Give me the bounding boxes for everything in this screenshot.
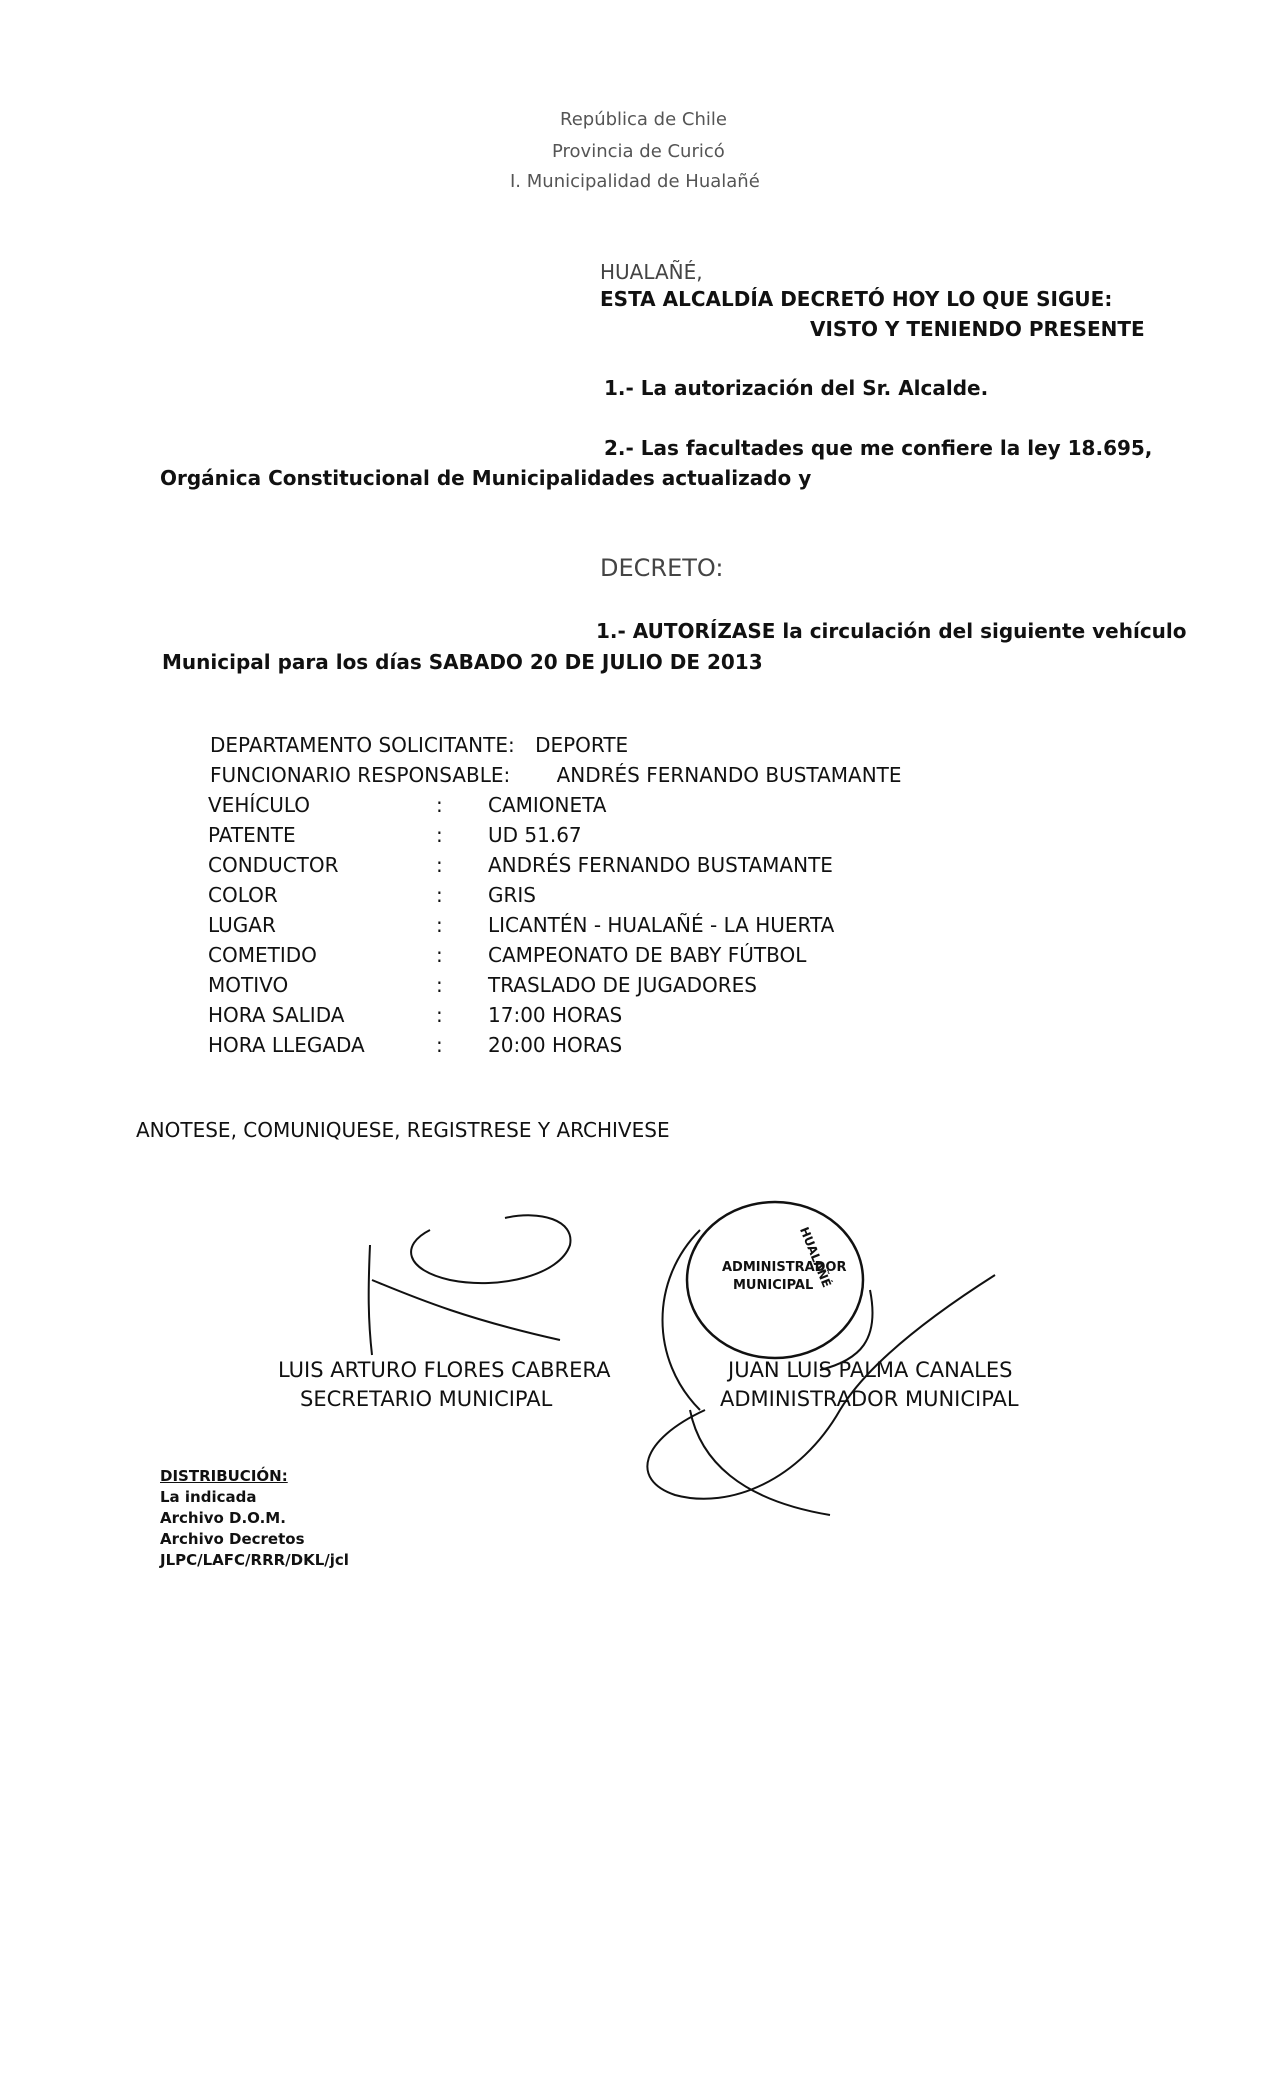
distribution-title: DISTRIBUCIÓN:: [160, 1467, 288, 1485]
detail-colon: :: [436, 1003, 443, 1027]
detail-colon: :: [436, 973, 443, 997]
detail-key: COMETIDO: [208, 943, 317, 967]
detail-value: DEPORTE: [535, 733, 629, 757]
detail-key: CONDUCTOR: [208, 853, 339, 877]
distribution-line3: Archivo Decretos: [160, 1530, 305, 1548]
detail-row-departure: [208, 1003, 1008, 1027]
detail-value: UD 51.67: [488, 823, 582, 847]
detail-value: ANDRÉS FERNANDO BUSTAMANTE: [556, 763, 902, 787]
left-signatory-title: SECRETARIO MUNICIPAL: [300, 1387, 553, 1411]
detail-row-assignment: [208, 943, 1008, 967]
distribution-line2: Archivo D.O.M.: [160, 1509, 286, 1527]
left-signatory-name: LUIS ARTURO FLORES CABRERA: [278, 1358, 611, 1382]
detail-value: 17:00 HORAS: [488, 1003, 623, 1027]
detail-row-plate: [208, 823, 1008, 847]
stamp-text-line2: MUNICIPAL: [733, 1278, 814, 1293]
header-province: Provincia de Curicó: [552, 141, 725, 162]
detail-key: HORA SALIDA: [208, 1003, 345, 1027]
detail-colon: :: [436, 913, 443, 937]
detail-key: DEPARTAMENTO SOLICITANTE:: [210, 733, 515, 757]
decree-item1a: 1.- AUTORÍZASE la circulación del siguiente vehículo: [596, 619, 1187, 643]
preamble-place: HUALAÑÉ,: [600, 260, 703, 284]
detail-row-color: [208, 883, 1008, 907]
detail-colon: :: [436, 823, 443, 847]
detail-key: VEHÍCULO: [208, 793, 311, 817]
detail-colon: :: [436, 1033, 443, 1057]
decree-title: DECRETO:: [600, 554, 724, 582]
detail-value: CAMIONETA: [488, 793, 607, 817]
left-signature-stroke: [369, 1215, 571, 1355]
detail-key: FUNCIONARIO RESPONSABLE:: [210, 763, 511, 787]
right-signatory-title: ADMINISTRADOR MUNICIPAL: [720, 1387, 1019, 1411]
detail-value: LICANTÉN - HUALAÑÉ - LA HUERTA: [488, 913, 835, 937]
detail-colon: :: [436, 883, 443, 907]
detail-department-row: [210, 733, 628, 757]
distribution-line4: JLPC/LAFC/RRR/DKL/jcl: [160, 1551, 349, 1569]
detail-key: COLOR: [208, 883, 278, 907]
detail-row-place: [208, 913, 1008, 937]
decree-item1b: Municipal para los días SABADO 20 DE JULIO DE 2013: [162, 650, 763, 674]
header-republic: República de Chile: [560, 109, 727, 130]
detail-value: 20:00 HORAS: [488, 1033, 623, 1057]
detail-row-reason: [208, 973, 1008, 997]
detail-value: CAMPEONATO DE BABY FÚTBOL: [488, 943, 807, 967]
detail-key: MOTIVO: [208, 973, 289, 997]
detail-key: HORA LLEGADA: [208, 1033, 365, 1057]
detail-colon: :: [436, 793, 443, 817]
stamp-arc-text: HUALAÑÉ: [797, 1225, 834, 1290]
detail-row-vehicle: [208, 793, 1008, 817]
preamble-point2a: 2.- Las facultades que me confiere la ley 18.695,: [604, 436, 1153, 460]
right-signatory-name: JUAN LUIS PALMA CANALES: [728, 1358, 1013, 1382]
detail-key: LUGAR: [208, 913, 276, 937]
preamble-line2: VISTO Y TENIENDO PRESENTE: [810, 317, 1145, 341]
detail-row-arrival: [208, 1033, 1008, 1057]
preamble-line1: ESTA ALCALDÍA DECRETÓ HOY LO QUE SIGUE:: [600, 287, 1113, 311]
detail-value: TRASLADO DE JUGADORES: [488, 973, 757, 997]
preamble-point1: 1.- La autorización del Sr. Alcalde.: [604, 376, 989, 400]
signature-scribbles: [0, 1150, 1275, 1750]
detail-key: PATENTE: [208, 823, 296, 847]
detail-colon: :: [436, 943, 443, 967]
detail-official-row: [210, 763, 902, 787]
detail-colon: :: [436, 853, 443, 877]
stamp-text-line1: ADMINISTRADOR: [722, 1260, 847, 1275]
detail-value: ANDRÉS FERNANDO BUSTAMANTE: [488, 853, 833, 877]
preamble-point2b: Orgánica Constitucional de Municipalidades actualizado y: [160, 466, 812, 490]
header-municipality: I. Municipalidad de Hualañé: [510, 171, 760, 192]
detail-value: GRIS: [488, 883, 536, 907]
closing-formula: ANOTESE, COMUNIQUESE, REGISTRESE Y ARCHIVESE: [136, 1118, 670, 1142]
detail-row-driver: [208, 853, 1008, 877]
distribution-line1: La indicada: [160, 1488, 257, 1506]
